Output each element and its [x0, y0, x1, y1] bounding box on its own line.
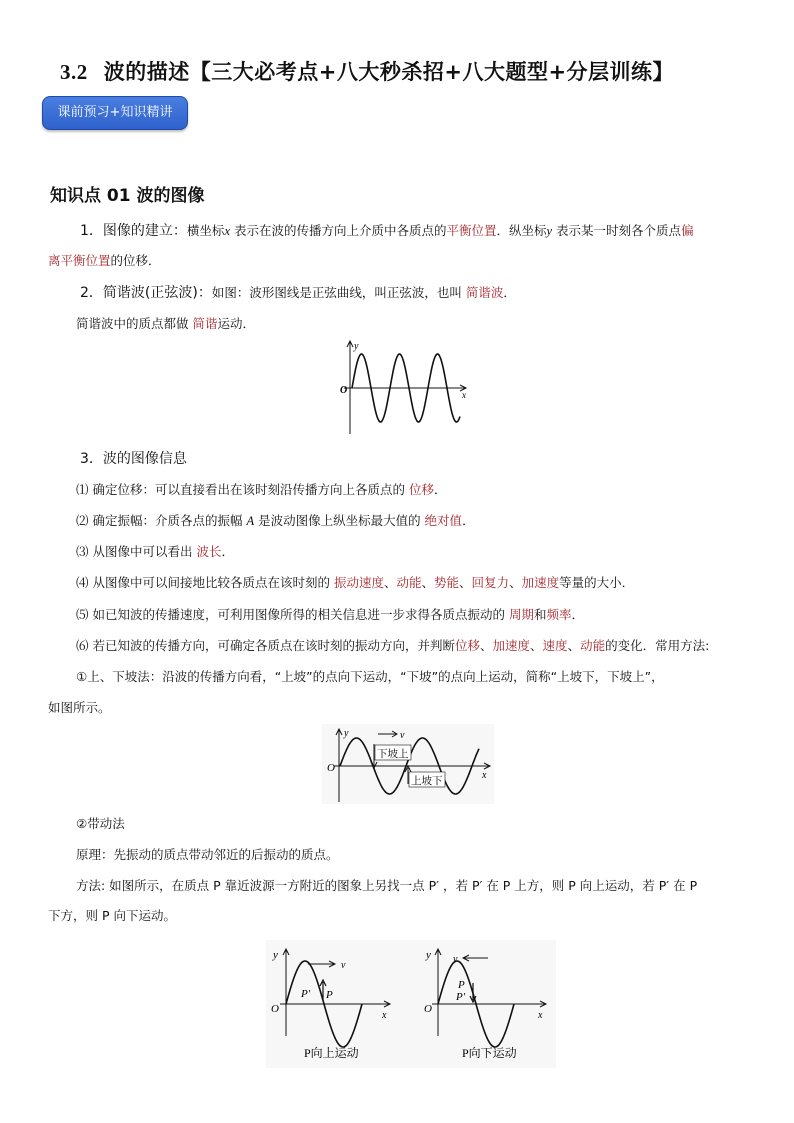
x-axis-label: x — [482, 770, 487, 781]
x-axis-label-right: x — [538, 1010, 543, 1021]
x-axis-label-left: x — [382, 1010, 387, 1021]
downhill-up-label: 下坡上 — [377, 749, 409, 760]
sine-wave-figure — [334, 338, 474, 436]
paragraph-1-line-2: 离平衡位置的位移． — [48, 253, 161, 268]
method-2-principle: 原理：先振动的质点带动邻近的后振动的质点。 — [76, 847, 339, 862]
y-axis-label-left: y — [273, 949, 278, 961]
velocity-label: v — [400, 730, 405, 741]
slope-method-figure — [322, 724, 494, 804]
p-label-right: P — [458, 979, 465, 991]
caption-down: P向下运动 — [462, 1046, 517, 1060]
y-axis-label: y — [354, 341, 359, 352]
caption-up: P向上运动 — [304, 1046, 359, 1060]
method-1-line-1: ①上、下坡法：沿波的传播方向看，“上坡”的点向下运动，“下坡”的点向上运动，简称“上坡下，下坡上”， — [76, 669, 664, 684]
method-2-line-2: 下方，则 P 向下运动。 — [48, 908, 176, 923]
info-item-6: ⑹ 若已知波的传播方向，可确定各质点在该时刻的振动方向，并判断位移、加速度、速度、动能的变化．常用方法: — [76, 638, 710, 653]
method-2-heading: ②带动法 — [76, 816, 125, 831]
y-axis-label-right: y — [426, 949, 431, 961]
paragraph-1-line-1: 1．图像的建立：横坐标x 表示在波的传播方向上介质中各质点的平衡位置．纵坐标y 表示某一时刻各个质点偏 — [80, 223, 694, 239]
info-item-5: ⑸ 如已知波的传播速度，可利用图像所得的相关信息进一步求得各质点振动的 周期和频率． — [76, 607, 585, 622]
velocity-label-right: v — [453, 954, 458, 965]
x-axis-label: x — [462, 390, 466, 400]
section-heading: 知识点 01 波的图像 — [50, 186, 205, 206]
paragraph-3: 简谐波中的质点都做 简谐运动． — [76, 316, 256, 331]
info-item-3: ⑶ 从图像中可以看出 波长． — [76, 544, 234, 559]
p-prime-label-right: P′ — [456, 991, 466, 1003]
preview-tag-button[interactable]: 课前预习+知识精讲 — [42, 96, 188, 130]
page-title: 3.2 波的描述【三大必考点+八大秒杀招+八大题型+分层训练】 — [60, 60, 675, 84]
info-item-1: ⑴ 确定位移：可以直接看出在该时刻沿传播方向上各质点的 位移． — [76, 482, 447, 497]
uphill-down-label: 上坡下 — [411, 776, 443, 787]
velocity-label-left: v — [341, 960, 346, 971]
paragraph-4-heading: 3．波的图像信息 — [80, 451, 187, 467]
info-item-2: ⑵ 确定振幅：介质各点的振幅 A 是波动图像上纵坐标最大值的 绝对值． — [76, 513, 475, 528]
method-1-line-2: 如图所示。 — [48, 700, 111, 715]
method-2-line-1: 方法: 如图所示，在质点 P 靠近波源一方附近的图象上另找一点 P′ ，若 P′ 在 P 上方，则 P 向上运动，若 P′ 在 P — [76, 878, 698, 893]
origin-label-right: O — [424, 1003, 432, 1015]
y-axis-label: y — [344, 728, 349, 739]
p-prime-label-left: P′ — [301, 988, 311, 1000]
origin-label: O — [340, 385, 348, 396]
info-item-4: ⑷ 从图像中可以间接地比较各质点在该时刻的 振动速度、动能、势能、回复力、加速度等量的大小． — [76, 575, 635, 590]
origin-label: O — [327, 762, 335, 774]
origin-label-left: O — [271, 1003, 279, 1015]
paragraph-2: 2．简谐波(正弦波)：如图：波形图线是正弦曲线，叫正弦波，也叫 简谐波． — [80, 285, 516, 301]
p-label-left: P — [326, 989, 333, 1001]
driving-method-figure — [266, 940, 556, 1068]
